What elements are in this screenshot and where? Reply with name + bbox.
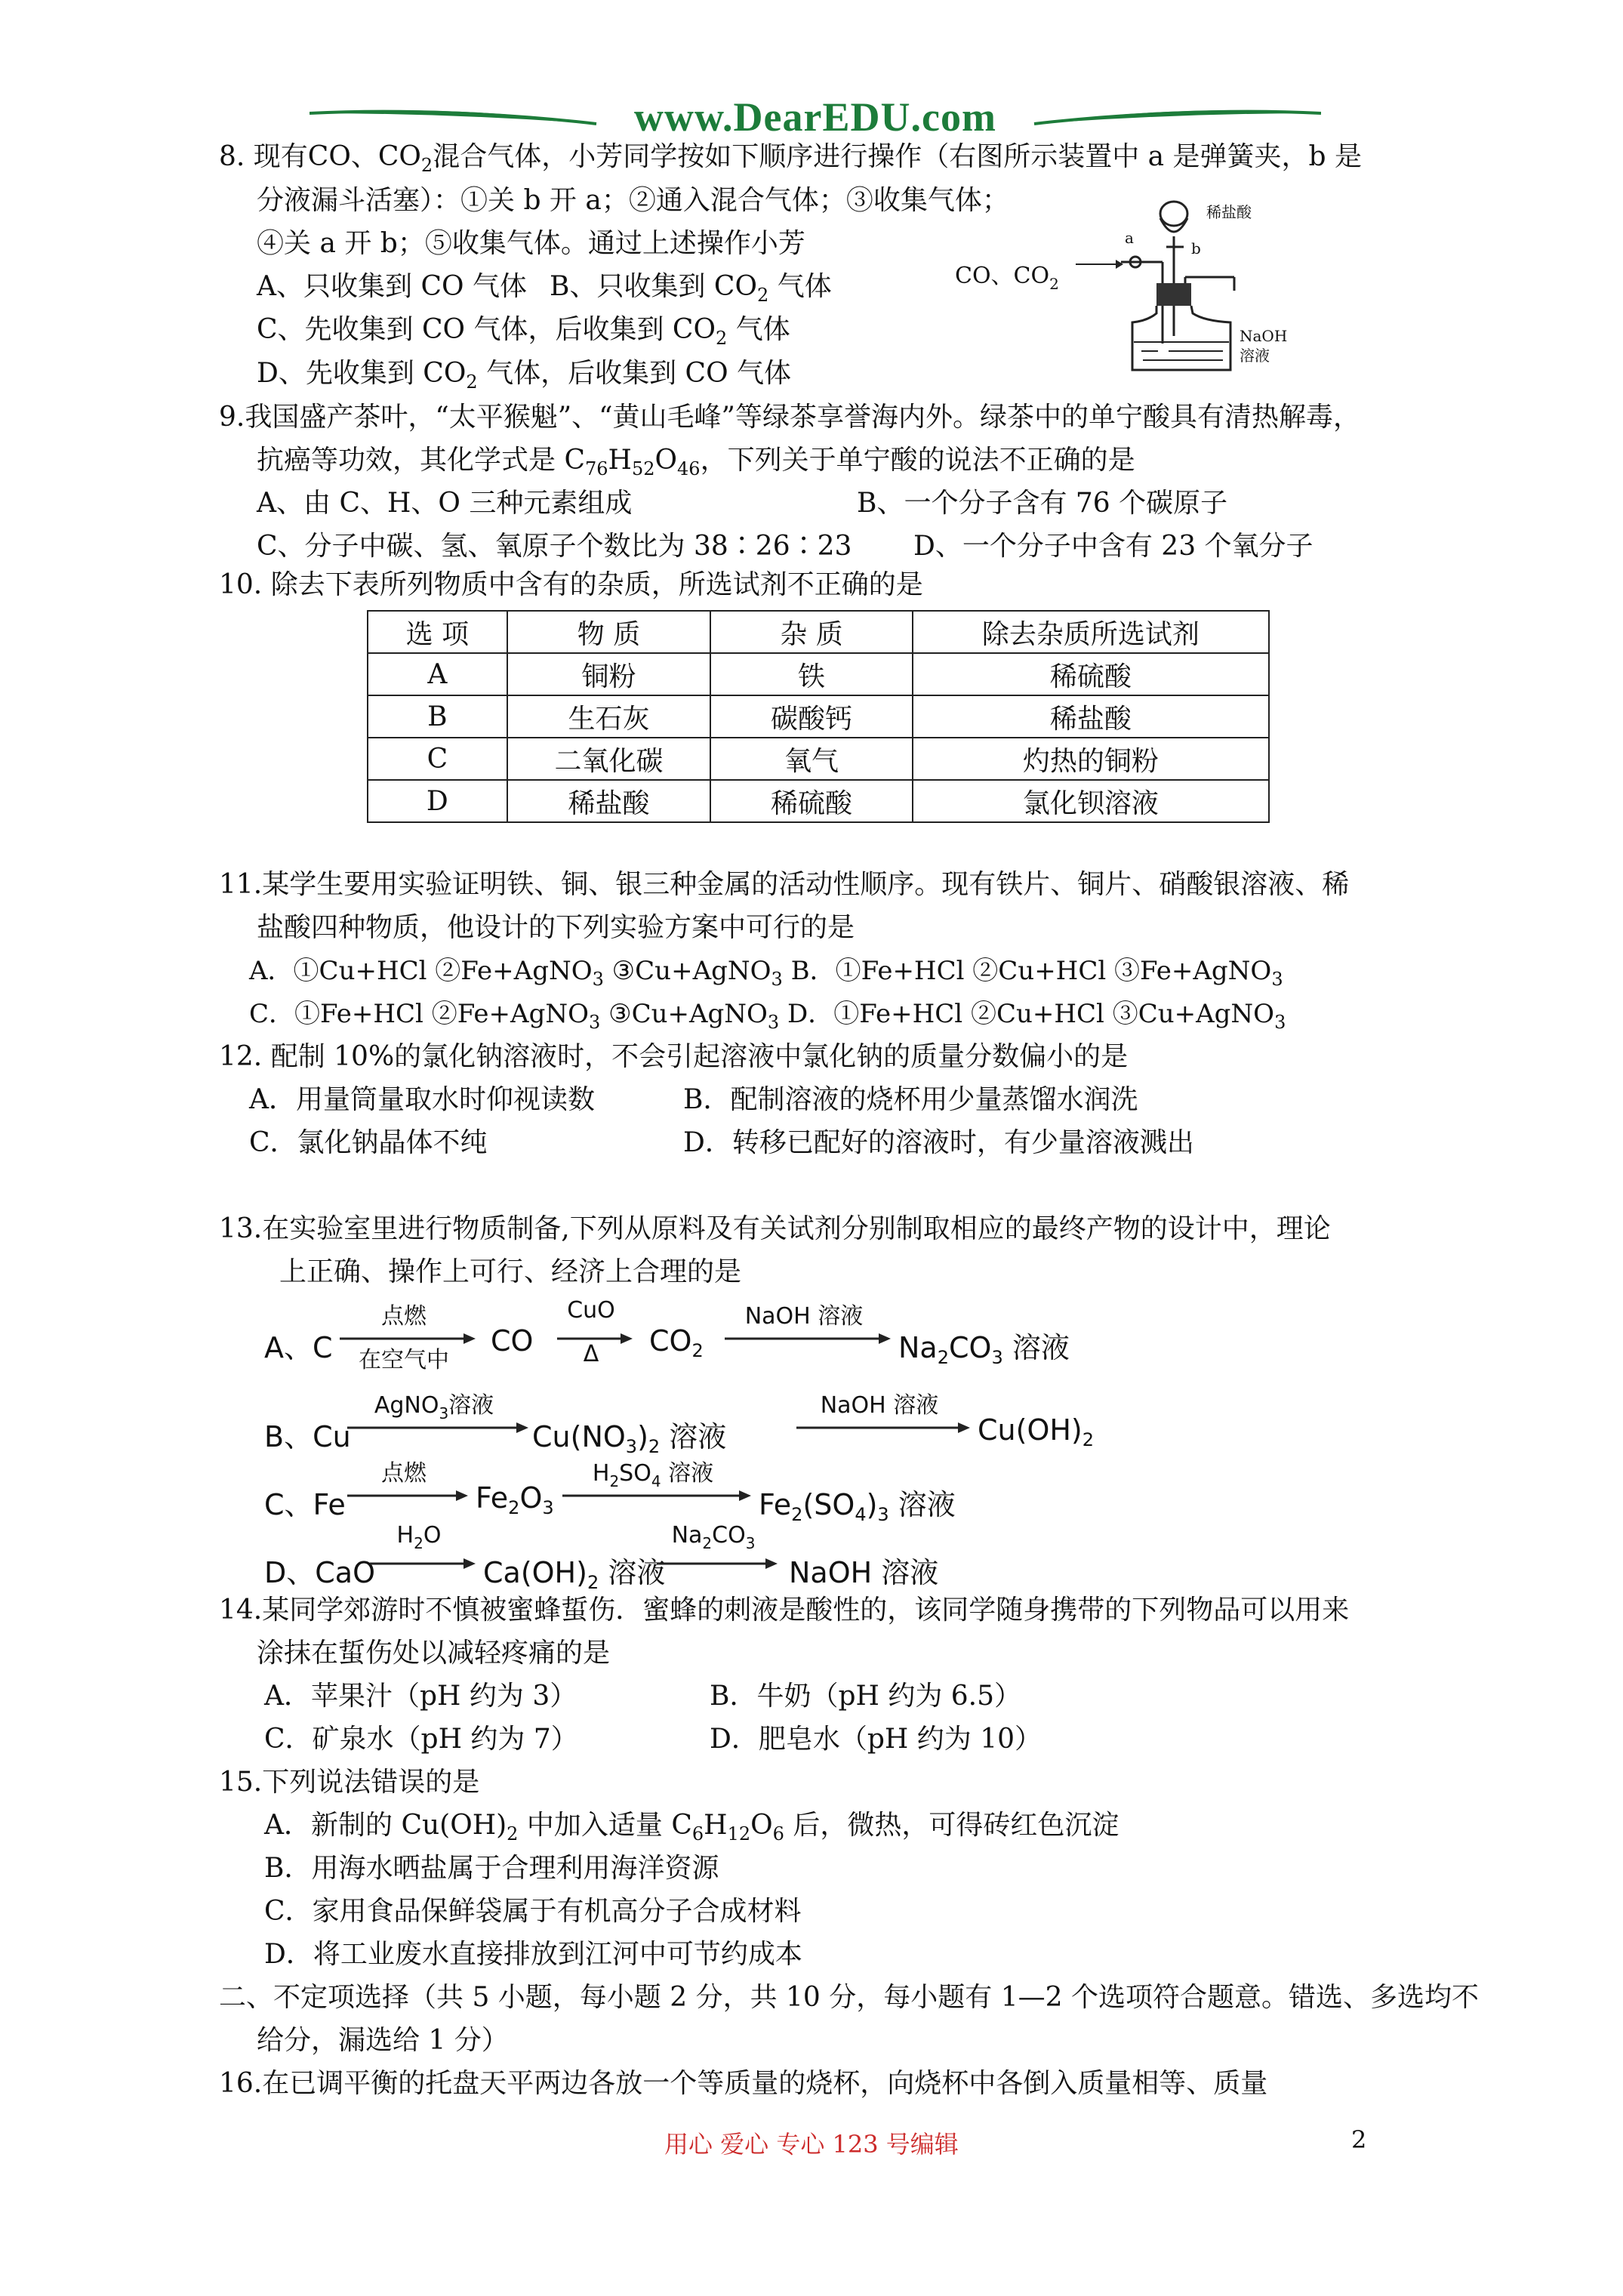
fig-label-gas: CO、$CO_2$: [955, 263, 1059, 293]
arrow-icon: [347, 1490, 468, 1501]
table-cell: 稀硫酸: [913, 653, 1269, 695]
arrow-icon: [657, 1558, 778, 1569]
section2-line2: 给分，漏选给 1 分）: [257, 2025, 509, 2056]
table-cell: 稀硫酸: [710, 780, 913, 822]
table-cell: 碳酸钙: [710, 695, 913, 738]
q8-line3: ④关 a 开 b；⑤收集气体。通过上述操作小芳: [257, 228, 805, 259]
q13-reaction-a: A、C 点燃 在空气中 CO CuO Δ $CO_2$ NaOH 溶液 $Na_2CO_3$ 溶液: [264, 1297, 1070, 1373]
q13-reaction-b: B、Cu AgNO$_3$溶液 $Cu(NO_3)_2$ 溶液 NaOH 溶液 $Cu(OH)_2$: [264, 1392, 1095, 1457]
arrow-icon: [370, 1558, 476, 1569]
q15-line1: 15.下列说法错误的是: [219, 1767, 480, 1798]
arrow-icon: [725, 1333, 891, 1344]
table-cell: 铜粉: [507, 653, 711, 695]
q9-option-c: C、分子中碳、氢、氧原子个数比为 38∶26∶23: [257, 531, 852, 562]
table-cell: 二氧化碳: [507, 738, 711, 780]
table-cell: 生石灰: [507, 695, 711, 738]
table-header: 选 项: [368, 611, 507, 653]
table-header: 物 质: [507, 611, 711, 653]
table-cell: D: [368, 780, 507, 822]
q11-line1: 11.某学生要用实验证明铁、铜、银三种金属的活动性顺序。现有铁片、铜片、硝酸银溶液、稀: [219, 869, 1350, 900]
q14-option-a: A．苹果汁（pH 约为 3）: [264, 1681, 577, 1712]
table-row: [368, 653, 1269, 695]
site-brand[interactable]: www.DearEDU.com: [634, 94, 996, 140]
table-header: 除去杂质所选试剂: [913, 611, 1269, 653]
q8-option-b: B、只收集到 $CO_2$ 气体: [550, 271, 832, 306]
table-cell: 铁: [710, 653, 913, 695]
q8-option-c: C、先收集到 CO 气体，后收集到 $CO_2$ 气体: [257, 314, 790, 349]
q13-line2: 上正确、操作上可行、经济上合理的是: [279, 1256, 742, 1287]
page-number: 2: [1351, 2125, 1367, 2154]
arrow-icon: [796, 1422, 970, 1433]
table-cell: C: [368, 738, 507, 780]
q9-line1: 9.我国盛产茶叶，“太平猴魁”、“黄山毛峰”等绿茶享誉海内外。绿茶中的单宁酸具有清热解毒，: [219, 402, 1360, 433]
fig-label-b: b: [1191, 239, 1201, 257]
table-cell: 稀盐酸: [913, 695, 1269, 738]
q8-line1: 8. 现有CO、$CO_2$混合气体，小芳同学按如下顺序进行操作（右图所示装置中 a 是弹簧夹，b 是: [219, 141, 1363, 176]
q13-line1: 13.在实验室里进行物质制备,下列从原料及有关试剂分别制取相应的最终产物的设计中，理论: [219, 1213, 1331, 1244]
table-cell: 氧气: [710, 738, 913, 780]
table-row: [368, 695, 1269, 738]
section2-line1: 二、不定项选择（共 5 小题，每小题 2 分，共 10 分，每小题有 1—2 个选项符合题意。错选、多选均不: [219, 1982, 1479, 2013]
arrow-icon: [347, 1422, 528, 1433]
table-cell: B: [368, 695, 507, 738]
fig-label-naoh: NaOH: [1240, 327, 1288, 345]
q13-reaction-c: C、Fe 点燃 $Fe_2O_3$ $H_2SO_4$ 溶液 $Fe_2(SO_4)_3$ 溶液: [264, 1460, 956, 1525]
table-cell: 氯化钡溶液: [913, 780, 1269, 822]
table-cell: 稀盐酸: [507, 780, 711, 822]
q14-option-b: B．牛奶（pH 约为 6.5）: [710, 1681, 1022, 1712]
q12-option-d: D．转移已配好的溶液时，有少量溶液溅出: [683, 1127, 1194, 1158]
q11-options-row2: C．①Fe+HCl ②Fe+AgNO$_3$ ③Cu+AgNO$_3$ D．①Fe+HCl ②Cu+HCl ③Cu+AgNO$_3$: [249, 999, 1286, 1033]
q9-option-a: A、由 C、H、O 三种元素组成: [257, 488, 633, 519]
q14-line2: 涂抹在蜇伤处以减轻疼痛的是: [257, 1638, 611, 1669]
q12-option-a: A．用量筒量取水时仰视读数: [249, 1084, 595, 1115]
q12-option-b: B．配制溶液的烧杯用少量蒸馏水润洗: [683, 1084, 1138, 1115]
page-footer: 用心 爱心 专心 123 号编辑: [664, 2130, 959, 2159]
q8-option-d: D、先收集到 $CO_2$ 气体，后收集到 CO 气体: [257, 358, 792, 393]
q11-line2: 盐酸四种物质，他设计的下列实验方案中可行的是: [257, 912, 855, 943]
q15-option-a: A．新制的 $Cu(OH)_2$ 中加入适量 $C_6H_{12}O_6$ 后，微热，可得砖红色沉淀: [264, 1810, 1119, 1845]
q9-option-d: D、一个分子中含有 23 个氧分子: [913, 531, 1313, 562]
q15-option-b: B．用海水晒盐属于合理利用海洋资源: [264, 1853, 719, 1884]
q16-line1: 16.在已调平衡的托盘天平两边各放一个等质量的烧杯，向烧杯中各倒入质量相等、质量: [219, 2068, 1268, 2099]
q14-option-c: C．矿泉水（pH 约为 7）: [264, 1724, 578, 1755]
q14-line1: 14.某同学郊游时不慎被蜜蜂蜇伤．蜜蜂的刺液是酸性的，该同学随身携带的下列物品可以用来: [219, 1595, 1350, 1626]
fig-label-a: a: [1125, 229, 1134, 247]
q8-option-a: A、只收集到 CO 气体: [257, 271, 527, 302]
q15-option-d: D．将工业废水直接排放到江河中可节约成本: [264, 1939, 802, 1970]
table-row: [368, 780, 1269, 822]
q9-option-b: B、一个分子含有 76 个碳原子: [857, 488, 1228, 519]
table-header-row: [368, 611, 1269, 653]
fig-label-acid: 稀盐酸: [1206, 203, 1252, 221]
q8-apparatus-figure: [944, 193, 1288, 374]
table-cell: A: [368, 653, 507, 695]
q11-options-row1: A．①Cu+HCl ②Fe+AgNO$_3$ ③Cu+AgNO$_3$ B．①Fe+HCl ②Cu+HCl ③Fe+AgNO$_3$: [249, 956, 1283, 990]
table-header: 杂 质: [710, 611, 913, 653]
q10-line1: 10. 除去下表所列物质中含有的杂质，所选试剂不正确的是: [219, 569, 923, 600]
table-cell: 灼热的铜粉: [913, 738, 1269, 780]
q14-option-d: D．肥皂水（pH 约为 10）: [710, 1724, 1042, 1755]
q9-line2: 抗癌等功效，其化学式是 $C_{76}H_{52}O_{46}$，下列关于单宁酸的说法不正确的是: [257, 445, 1135, 479]
fig-label-solution: 溶液: [1240, 347, 1270, 365]
q12-option-c: C．氯化钠晶体不纯: [249, 1127, 488, 1158]
table-row: [368, 738, 1269, 780]
arrow-icon: [562, 1490, 751, 1501]
q13-reaction-d: D、CaO $H_2O$ $Ca(OH)_2$ 溶液 $Na_2CO_3$ NaOH 溶液: [264, 1522, 939, 1593]
q8-line2: 分液漏斗活塞）：①关 b 开 a；②通入混合气体；③收集气体；: [257, 185, 1009, 216]
q10-table: [367, 610, 1270, 823]
q15-option-c: C．家用食品保鲜袋属于有机高分子合成材料: [264, 1896, 802, 1927]
q12-line1: 12. 配制 10%的氯化钠溶液时，不会引起溶液中氯化钠的质量分数偏小的是: [219, 1041, 1129, 1072]
